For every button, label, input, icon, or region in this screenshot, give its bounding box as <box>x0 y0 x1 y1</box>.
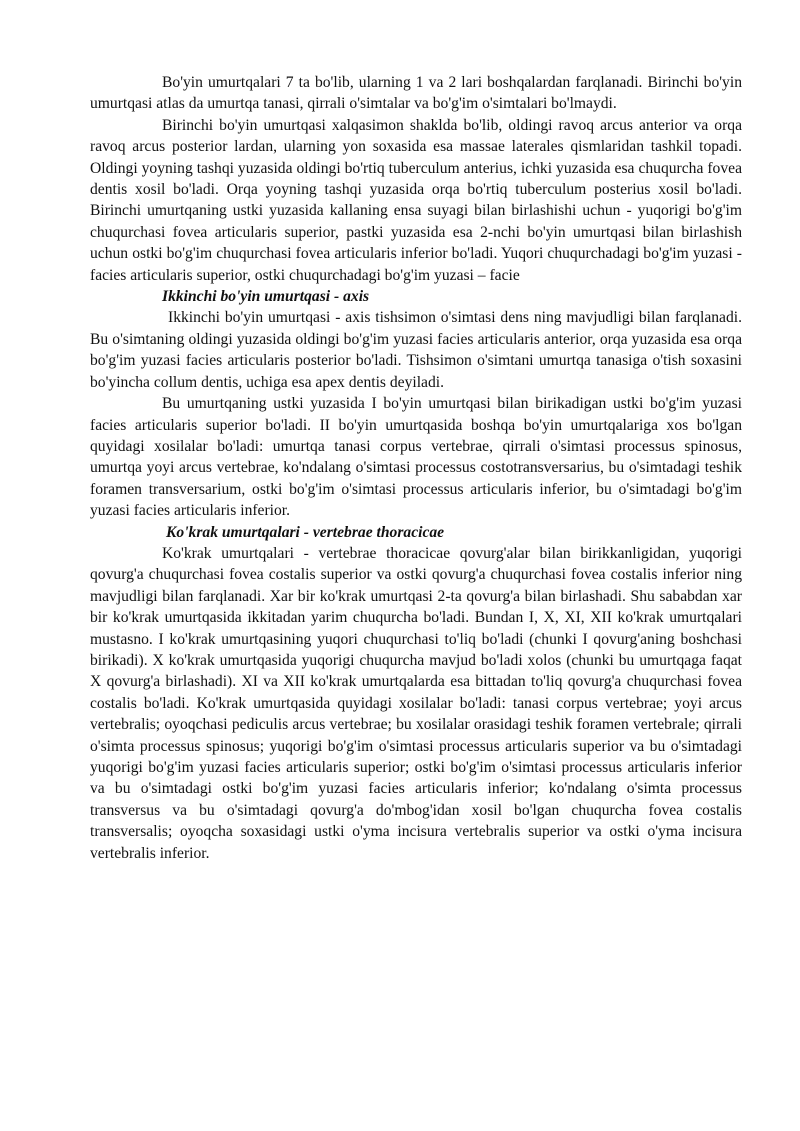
paragraph-thoracic-description: Ko'krak umurtqalari - vertebrae thoracicae qovurg'alar bilan birikkanligidan, yuqorigi qovurg'a chuqurchasi fovea costalis superior va ostki qovurg'a chuqurchasi fovea costalis inferior ning mavjudligi bilan farqlanadi. Xar bir ko'krak umurtqasi 2-ta qovurg'a bilan birlashadi. Shu sababdan xar bir ko'krak umurtqasida ikkitadan yarim chuqurcha bo'ladi. Bundan I, X, XI, XII ko'krak umurtqalari mustasno. I ko'krak umurtqasining yuqori chuqurchasi to'liq bo'ladi (chunki I qovurg'aning boshchasi birikadi). X ko'krak umurtqasida yuqorigi chuqurcha mavjud bo'ladi xolos (chunki bu umurtqaga faqat X qovurg'a birlashadi). XI va XII ko'krak umurtqalarda esa bittadan to'liq qovurg'a chuqurchasi fovea costalis bo'ladi. Ko'krak umurtqasida quyidagi xosilalar bo'ladi: tanasi corpus vertebrae; yoyi arcus vertebralis; oyoqchasi pediculis arcus vertebrae; bu xosilalar orasidagi teshik foramen vertebrale; qirrali o'simta processus spinosus; yuqorigi bo'g'im o'simtasi processus articularis superior va bu o'simtadagi yuqorigi bo'g'im yuzasi facies articularis superior; ostki bo'g'im o'simtasi processus articularis inferior va bu o'simtadagi ostki bo'g'im yuzasi facies articularis inferior; ko'ndalang o'simta processus transversus va bu o'simtadagi qovurg'a do'mbog'idan xosil bo'lgan chuqurcha fovea costalis transversalis; oyoqcha soxasidagi ustki o'yma incisura vertebralis superior va ostki o'yma incisura vertebralis inferior. <box>90 544 742 862</box>
paragraph-axis-dens: Ikkinchi bo'yin umurtqasi - axis tishsimon o'simtasi dens ning mavjudligi bilan farqlanadi. Bu o'simtaning oldingi yuzasida oldingi bo'g'im yuzasi facies articularis anterior, orqa yuzasida esa orqa bo'g'im yuzasi facies articularis posterior bo'ladi. Tishsimon o'simtani umurtqa tanasiga o'tish soxasini bo'yincha collum dentis, uchiga esa apex dentis deyiladi. <box>90 309 742 391</box>
paragraph-cervical-intro: Bo'yin umurtqalari 7 ta bo'lib, ularning 1 va 2 lari boshqalardan farqlanadi. Birinchi bo'yin umurtqasi atlas da umurtqa tanasi, qirrali o'simtalar va bo'g'im o'simtalari bo'lmaydi. <box>90 74 742 113</box>
paragraph-axis-features: Bu umurtqaning ustki yuzasida I bo'yin umurtqasi bilan birikadigan ustki bo'g'im yuzasi facies articularis superior bo'ladi. II bo'yin umurtqasida boshqa bo'yin umurtqalariga xos bo'lgan quyidagi xosilalar bo'ladi: umurtqa tanasi corpus vertebrae, qirrali o'simtasi processus spinosus, umurtqa yoyi arcus vertebrae, ko'ndalang o'simtasi processus costotransversarius, bu o'simtadagi teshik foramen transversarium, ostki bo'g'im o'simtasi processus articularis inferior, bu o'simtadagi bo'g'im yuzasi facies articularis inferior. <box>90 395 742 520</box>
heading-thoracic-vertebrae: Ko'krak umurtqalari - vertebrae thoracicae <box>166 523 445 541</box>
paragraph-atlas-description: Birinchi bo'yin umurtqasi xalqasimon shaklda bo'lib, oldingi ravoq arcus anterior va orqa ravoq arcus posterior lardan, ularning yon soxasida esa massae laterales qismlaridan tashkil topadi. Oldingi yoyning tashqi yuzasida oldingi bo'rtiq tuberculum anterius, ichki yuzasida esa chuqurcha fovea dentis xosil bo'ladi. Orqa yoyning tashqi yuzasida orqa bo'rtiq tuberculum posterius xosil bo'ladi. Birinchi umurtqaning ustki yuzasida kallaning ensa suyagi bilan birlashishi uchun - yuqorigi bo'g'im chuqurchasi fovea articularis superior, pastki yuzasida esa 2-nchi bo'yin umurtqasi bilan birlashish uchun ostki bo'g'im chuqurchasi fovea articularis inferior bo'ladi. Yuqori chuqurchadagi bo'g'im yuzasi - facies articularis superior, ostki chuqurchadagi bo'g'im yuzasi – facie <box>90 116 742 284</box>
document-page <box>90 72 742 864</box>
heading-axis: Ikkinchi bo'yin umurtqasi - axis <box>162 288 370 306</box>
